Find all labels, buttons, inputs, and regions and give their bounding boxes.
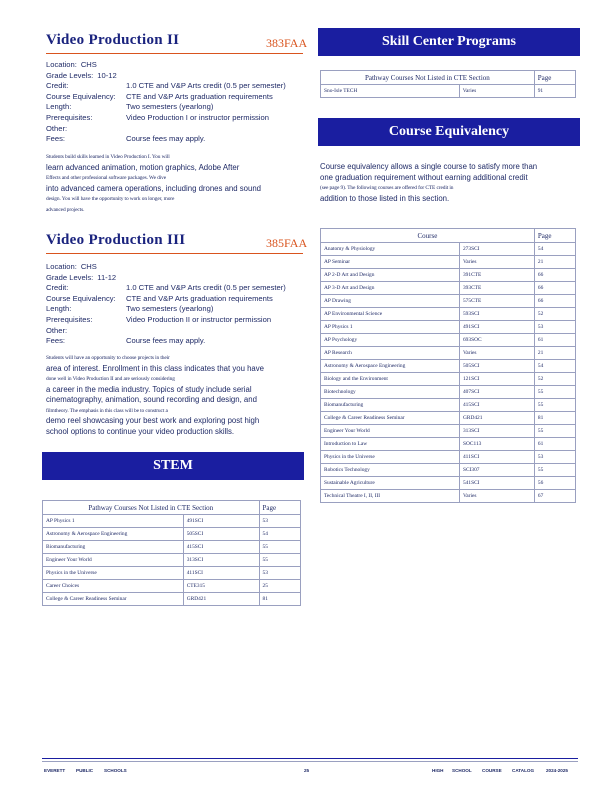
page-cell: 25 bbox=[259, 580, 301, 593]
info-row bbox=[46, 283, 306, 294]
table-row bbox=[321, 256, 576, 269]
info-value: CHS bbox=[80, 60, 97, 69]
table-header-row bbox=[43, 501, 301, 515]
table-row bbox=[321, 347, 576, 360]
description-line: learn advanced animation, motion graphics, Adobe After bbox=[46, 162, 240, 172]
course-code-cell: 693SOC bbox=[459, 334, 534, 347]
course-code-cell: 393CTE bbox=[459, 282, 534, 295]
course-code-cell: 491SCI bbox=[459, 321, 534, 334]
stem-table bbox=[42, 500, 301, 606]
course-code-cell: 313SCI bbox=[459, 425, 534, 438]
course-name-cell: Astronomy & Aerospace Engineering bbox=[321, 360, 460, 373]
course-code-cell: 313SCI bbox=[183, 554, 259, 567]
description-line: design. You will have the opportunity to work on longer, more bbox=[46, 196, 175, 202]
info-row bbox=[46, 315, 306, 326]
course-code-cell: SCI307 bbox=[459, 464, 534, 477]
course-code: 385FAA bbox=[266, 236, 308, 250]
info-label: Other: bbox=[46, 325, 68, 335]
course-name-cell: Engineer Your World bbox=[43, 554, 184, 567]
course-title-video-production-iii: Video Production III bbox=[46, 232, 186, 248]
info-row bbox=[46, 294, 306, 305]
course-name-cell: College & Career Readiness Seminar bbox=[321, 412, 460, 425]
course-name-cell: AP Drawing bbox=[321, 295, 460, 308]
course-code-cell: 415SCI bbox=[459, 399, 534, 412]
info-row bbox=[46, 81, 306, 92]
page-cell: 55 bbox=[534, 386, 575, 399]
page-cell: 55 bbox=[534, 399, 575, 412]
info-label: Course Equivalency: bbox=[46, 293, 116, 303]
course-equivalency-banner: Course Equivalency bbox=[318, 118, 580, 146]
course-name-cell: Robotics Technology bbox=[321, 464, 460, 477]
table-row bbox=[321, 334, 576, 347]
page-number: 25 bbox=[304, 768, 310, 773]
description-line: addition to those listed in this section. bbox=[320, 193, 450, 203]
table-header-row bbox=[321, 71, 576, 85]
table-row bbox=[321, 295, 576, 308]
course-code-cell: 121SCI bbox=[459, 373, 534, 386]
info-label: Grade Levels: bbox=[46, 70, 94, 80]
page-cell: 52 bbox=[534, 308, 575, 321]
description-line: into advanced camera operations, including drones and sound bbox=[46, 183, 261, 193]
course-name-cell: AP Physics 1 bbox=[321, 321, 460, 334]
info-row bbox=[46, 71, 306, 82]
course-info bbox=[46, 262, 306, 347]
description-line: Effects and other professional software packages. We dive bbox=[46, 175, 167, 181]
table-row bbox=[321, 308, 576, 321]
course-code-cell: Varies bbox=[459, 85, 534, 98]
info-value: Course fees may apply. bbox=[126, 134, 206, 144]
info-row bbox=[46, 60, 306, 71]
table-header-page: Page bbox=[534, 71, 575, 85]
table-header-row bbox=[321, 229, 576, 243]
info-label: Course Equivalency: bbox=[46, 91, 116, 101]
info-label: Other: bbox=[46, 123, 68, 133]
page-cell: 55 bbox=[259, 554, 301, 567]
page-cell: 52 bbox=[534, 373, 575, 386]
table-row bbox=[321, 438, 576, 451]
course-code-cell: 391CTE bbox=[459, 269, 534, 282]
table-row bbox=[43, 541, 301, 554]
info-value: Two semesters (yearlong) bbox=[126, 102, 214, 112]
info-label: Length: bbox=[46, 102, 72, 112]
footer-right-3: COURSE bbox=[482, 768, 502, 773]
table-header-page: Page bbox=[534, 229, 575, 243]
page-cell: 53 bbox=[534, 321, 575, 334]
course-code-cell: GRD421 bbox=[459, 412, 534, 425]
table-row bbox=[43, 580, 301, 593]
info-label: Fees: bbox=[46, 336, 65, 346]
page-cell: 61 bbox=[534, 438, 575, 451]
info-row bbox=[46, 326, 306, 337]
footer-rule bbox=[42, 758, 578, 759]
description-line: (see page 9). The following courses are offered for CTE credit in bbox=[320, 185, 454, 191]
table-row bbox=[321, 425, 576, 438]
course-title-video-production-ii: Video Production II bbox=[46, 32, 180, 48]
skill-center-banner: Skill Center Programs bbox=[318, 28, 580, 56]
stem-banner: STEM bbox=[42, 452, 304, 480]
description-line: Course equivalency allows a single course to satisfy more than bbox=[320, 162, 538, 171]
course-code-cell: CTE315 bbox=[183, 580, 259, 593]
table-header: Pathway Courses Not Listed in CTE Section bbox=[43, 501, 260, 515]
table-row bbox=[321, 412, 576, 425]
info-label: Prerequisites: bbox=[46, 112, 93, 122]
course-name-cell: Technical Theatre I, II, III bbox=[321, 490, 460, 503]
course-name-cell: Astronomy & Aerospace Engineering bbox=[43, 528, 184, 541]
footer-right-5: 2024-2025 bbox=[546, 768, 568, 773]
info-label: Credit: bbox=[46, 81, 69, 91]
title-rule bbox=[46, 253, 303, 254]
table-row bbox=[43, 567, 301, 580]
description-line: demo reel showcasing your best work and exploring post high bbox=[46, 416, 260, 425]
course-name-cell: Introduction to Law bbox=[321, 438, 460, 451]
footer-rule bbox=[42, 761, 578, 762]
course-code-cell: 273SCI bbox=[459, 243, 534, 256]
page-cell: 53 bbox=[259, 515, 301, 528]
description-line: cinematography, animation, sound recording and design, and bbox=[46, 395, 257, 404]
page-cell: 54 bbox=[259, 528, 301, 541]
course-code-cell: 505SCI bbox=[459, 360, 534, 373]
footer-right-1: HIGH bbox=[432, 768, 444, 773]
course-code-cell: 407SCI bbox=[459, 386, 534, 399]
table-row bbox=[43, 554, 301, 567]
course-description bbox=[46, 152, 304, 215]
page-cell: 61 bbox=[534, 334, 575, 347]
table-row bbox=[321, 321, 576, 334]
course-code-cell: 411SCI bbox=[183, 567, 259, 580]
course-name-cell: Engineer Your World bbox=[321, 425, 460, 438]
info-row bbox=[46, 336, 306, 347]
page-cell: 66 bbox=[534, 282, 575, 295]
table-row bbox=[321, 386, 576, 399]
table-row bbox=[321, 269, 576, 282]
table-row bbox=[43, 515, 301, 528]
table-header: Course bbox=[321, 229, 535, 243]
skill-center-table bbox=[320, 70, 576, 98]
equivalency-intro bbox=[320, 162, 578, 204]
table-row bbox=[321, 451, 576, 464]
footer-right-4: CATALOG bbox=[512, 768, 535, 773]
info-row bbox=[46, 304, 306, 315]
course-name-cell: Physics in the Universe bbox=[43, 567, 184, 580]
description-line: area of interest. Enrollment in this class indicates that you have bbox=[46, 363, 264, 373]
course-code-cell: 415SCI bbox=[183, 541, 259, 554]
info-label: Length: bbox=[46, 304, 72, 314]
page-cell: 67 bbox=[534, 490, 575, 503]
table-row bbox=[321, 243, 576, 256]
footer-left-2: PUBLIC bbox=[76, 768, 94, 773]
table-row bbox=[321, 373, 576, 386]
course-name-cell: Sustainable Agriculture bbox=[321, 477, 460, 490]
info-label: Grade Levels: bbox=[46, 272, 94, 282]
page-cell: 53 bbox=[534, 451, 575, 464]
course-name-cell: Physics in the Universe bbox=[321, 451, 460, 464]
footer-right-2: SCHOOL bbox=[452, 768, 472, 773]
table-row bbox=[321, 360, 576, 373]
table-row bbox=[321, 477, 576, 490]
course-name-cell: AP Seminar bbox=[321, 256, 460, 269]
description-line: done well in Video Production II and are seriously considering bbox=[46, 376, 175, 382]
course-name-cell: Biomanufacturing bbox=[321, 399, 460, 412]
description-line: a career in the media industry. Topics of study include serial bbox=[46, 384, 252, 394]
page-cell: 66 bbox=[534, 269, 575, 282]
course-name-cell: AP Research bbox=[321, 347, 460, 360]
info-value: Course fees may apply. bbox=[126, 336, 206, 346]
description-line: one graduation requirement without earning additional credit bbox=[320, 172, 528, 182]
page-cell: 54 bbox=[534, 243, 575, 256]
table-header: Pathway Courses Not Listed in CTE Section bbox=[321, 71, 535, 85]
course-name-cell: AP 2-D Art and Design bbox=[321, 269, 460, 282]
course-info bbox=[46, 60, 306, 145]
course-code-cell: Varies bbox=[459, 490, 534, 503]
table-row bbox=[321, 282, 576, 295]
course-name-cell: Biomanufacturing bbox=[43, 541, 184, 554]
page-cell: 54 bbox=[534, 360, 575, 373]
page-cell: 81 bbox=[534, 412, 575, 425]
page-cell: 56 bbox=[534, 477, 575, 490]
description-line: advanced projects. bbox=[46, 206, 85, 213]
table-row bbox=[321, 490, 576, 503]
title-rule bbox=[46, 53, 303, 54]
table-row bbox=[43, 593, 301, 606]
course-code-cell: 491SCI bbox=[183, 515, 259, 528]
description-line: filmtheory. The emphasis in this class will be to construct a bbox=[46, 407, 168, 414]
info-label: Location: bbox=[46, 60, 77, 69]
course-name-cell: AP Physics 1 bbox=[43, 515, 184, 528]
course-name-cell: Biotechnology bbox=[321, 386, 460, 399]
info-row bbox=[46, 113, 306, 124]
course-code-cell: 505SCI bbox=[183, 528, 259, 541]
page-cell: 53 bbox=[259, 567, 301, 580]
info-label: Fees: bbox=[46, 134, 65, 144]
info-value: CTE and V&P Arts graduation requirements bbox=[126, 91, 273, 101]
course-name-cell: AP Psychology bbox=[321, 334, 460, 347]
course-name-cell: AP 3-D Art and Design bbox=[321, 282, 460, 295]
info-value: Video Production II or instructor permission bbox=[126, 314, 272, 324]
info-value: 11-12 bbox=[97, 272, 117, 282]
course-code-cell: SOC113 bbox=[459, 438, 534, 451]
info-row bbox=[46, 92, 306, 103]
info-label: Location: bbox=[46, 262, 77, 271]
description-line: school options to continue your video production skills. bbox=[46, 426, 235, 436]
course-code-cell: 411SCI bbox=[459, 451, 534, 464]
info-label: Credit: bbox=[46, 283, 69, 293]
course-code-cell: 541SCI bbox=[459, 477, 534, 490]
table-row bbox=[321, 85, 576, 98]
table-row bbox=[321, 399, 576, 412]
info-row bbox=[46, 134, 306, 145]
info-value: 1.0 CTE and V&P Arts credit (0.5 per semester) bbox=[126, 81, 286, 91]
info-value: CTE and V&P Arts graduation requirements bbox=[126, 293, 273, 303]
info-value: 10-12 bbox=[97, 70, 117, 80]
info-row bbox=[46, 102, 306, 113]
footer-left-3: SCHOOLS bbox=[104, 768, 127, 773]
course-code-cell: 575CTE bbox=[459, 295, 534, 308]
info-row bbox=[46, 262, 306, 273]
equivalency-table bbox=[320, 228, 576, 503]
page-cell: 91 bbox=[534, 85, 575, 98]
course-name-cell: Sno-Isle TECH bbox=[321, 85, 460, 98]
info-label: Prerequisites: bbox=[46, 314, 93, 324]
course-code: 383FAA bbox=[266, 36, 308, 50]
course-description bbox=[46, 353, 304, 437]
page-cell: 81 bbox=[259, 593, 301, 606]
course-name-cell: College & Career Readiness Seminar bbox=[43, 593, 184, 606]
page-cell: 55 bbox=[534, 464, 575, 477]
page-cell: 21 bbox=[534, 347, 575, 360]
table-header-page: Page bbox=[259, 501, 301, 515]
course-name-cell: AP Environmental Science bbox=[321, 308, 460, 321]
info-value: CHS bbox=[80, 262, 97, 271]
course-name-cell: Career Choices bbox=[43, 580, 184, 593]
table-row bbox=[43, 528, 301, 541]
page-cell: 55 bbox=[534, 425, 575, 438]
course-code-cell: GRD421 bbox=[183, 593, 259, 606]
page-cell: 21 bbox=[534, 256, 575, 269]
page-cell: 66 bbox=[534, 295, 575, 308]
page-cell: 55 bbox=[259, 541, 301, 554]
info-value: Video Production I or instructor permission bbox=[126, 112, 269, 122]
course-code-cell: Varies bbox=[459, 347, 534, 360]
footer-left-1: EVERETT bbox=[44, 768, 66, 773]
info-row bbox=[46, 124, 306, 135]
info-value: 1.0 CTE and V&P Arts credit (0.5 per semester) bbox=[126, 283, 286, 293]
course-code-cell: Varies bbox=[459, 256, 534, 269]
course-code-cell: 593SCI bbox=[459, 308, 534, 321]
course-name-cell: Anatomy & Physiology bbox=[321, 243, 460, 256]
description-line: Students build skills learned in Video Production I. You will bbox=[46, 154, 170, 160]
description-line: Students will have an opportunity to choose projects in their bbox=[46, 355, 170, 361]
course-name-cell: Biology and the Environment bbox=[321, 373, 460, 386]
info-value: Two semesters (yearlong) bbox=[126, 304, 214, 314]
table-row bbox=[321, 464, 576, 477]
info-row bbox=[46, 273, 306, 284]
